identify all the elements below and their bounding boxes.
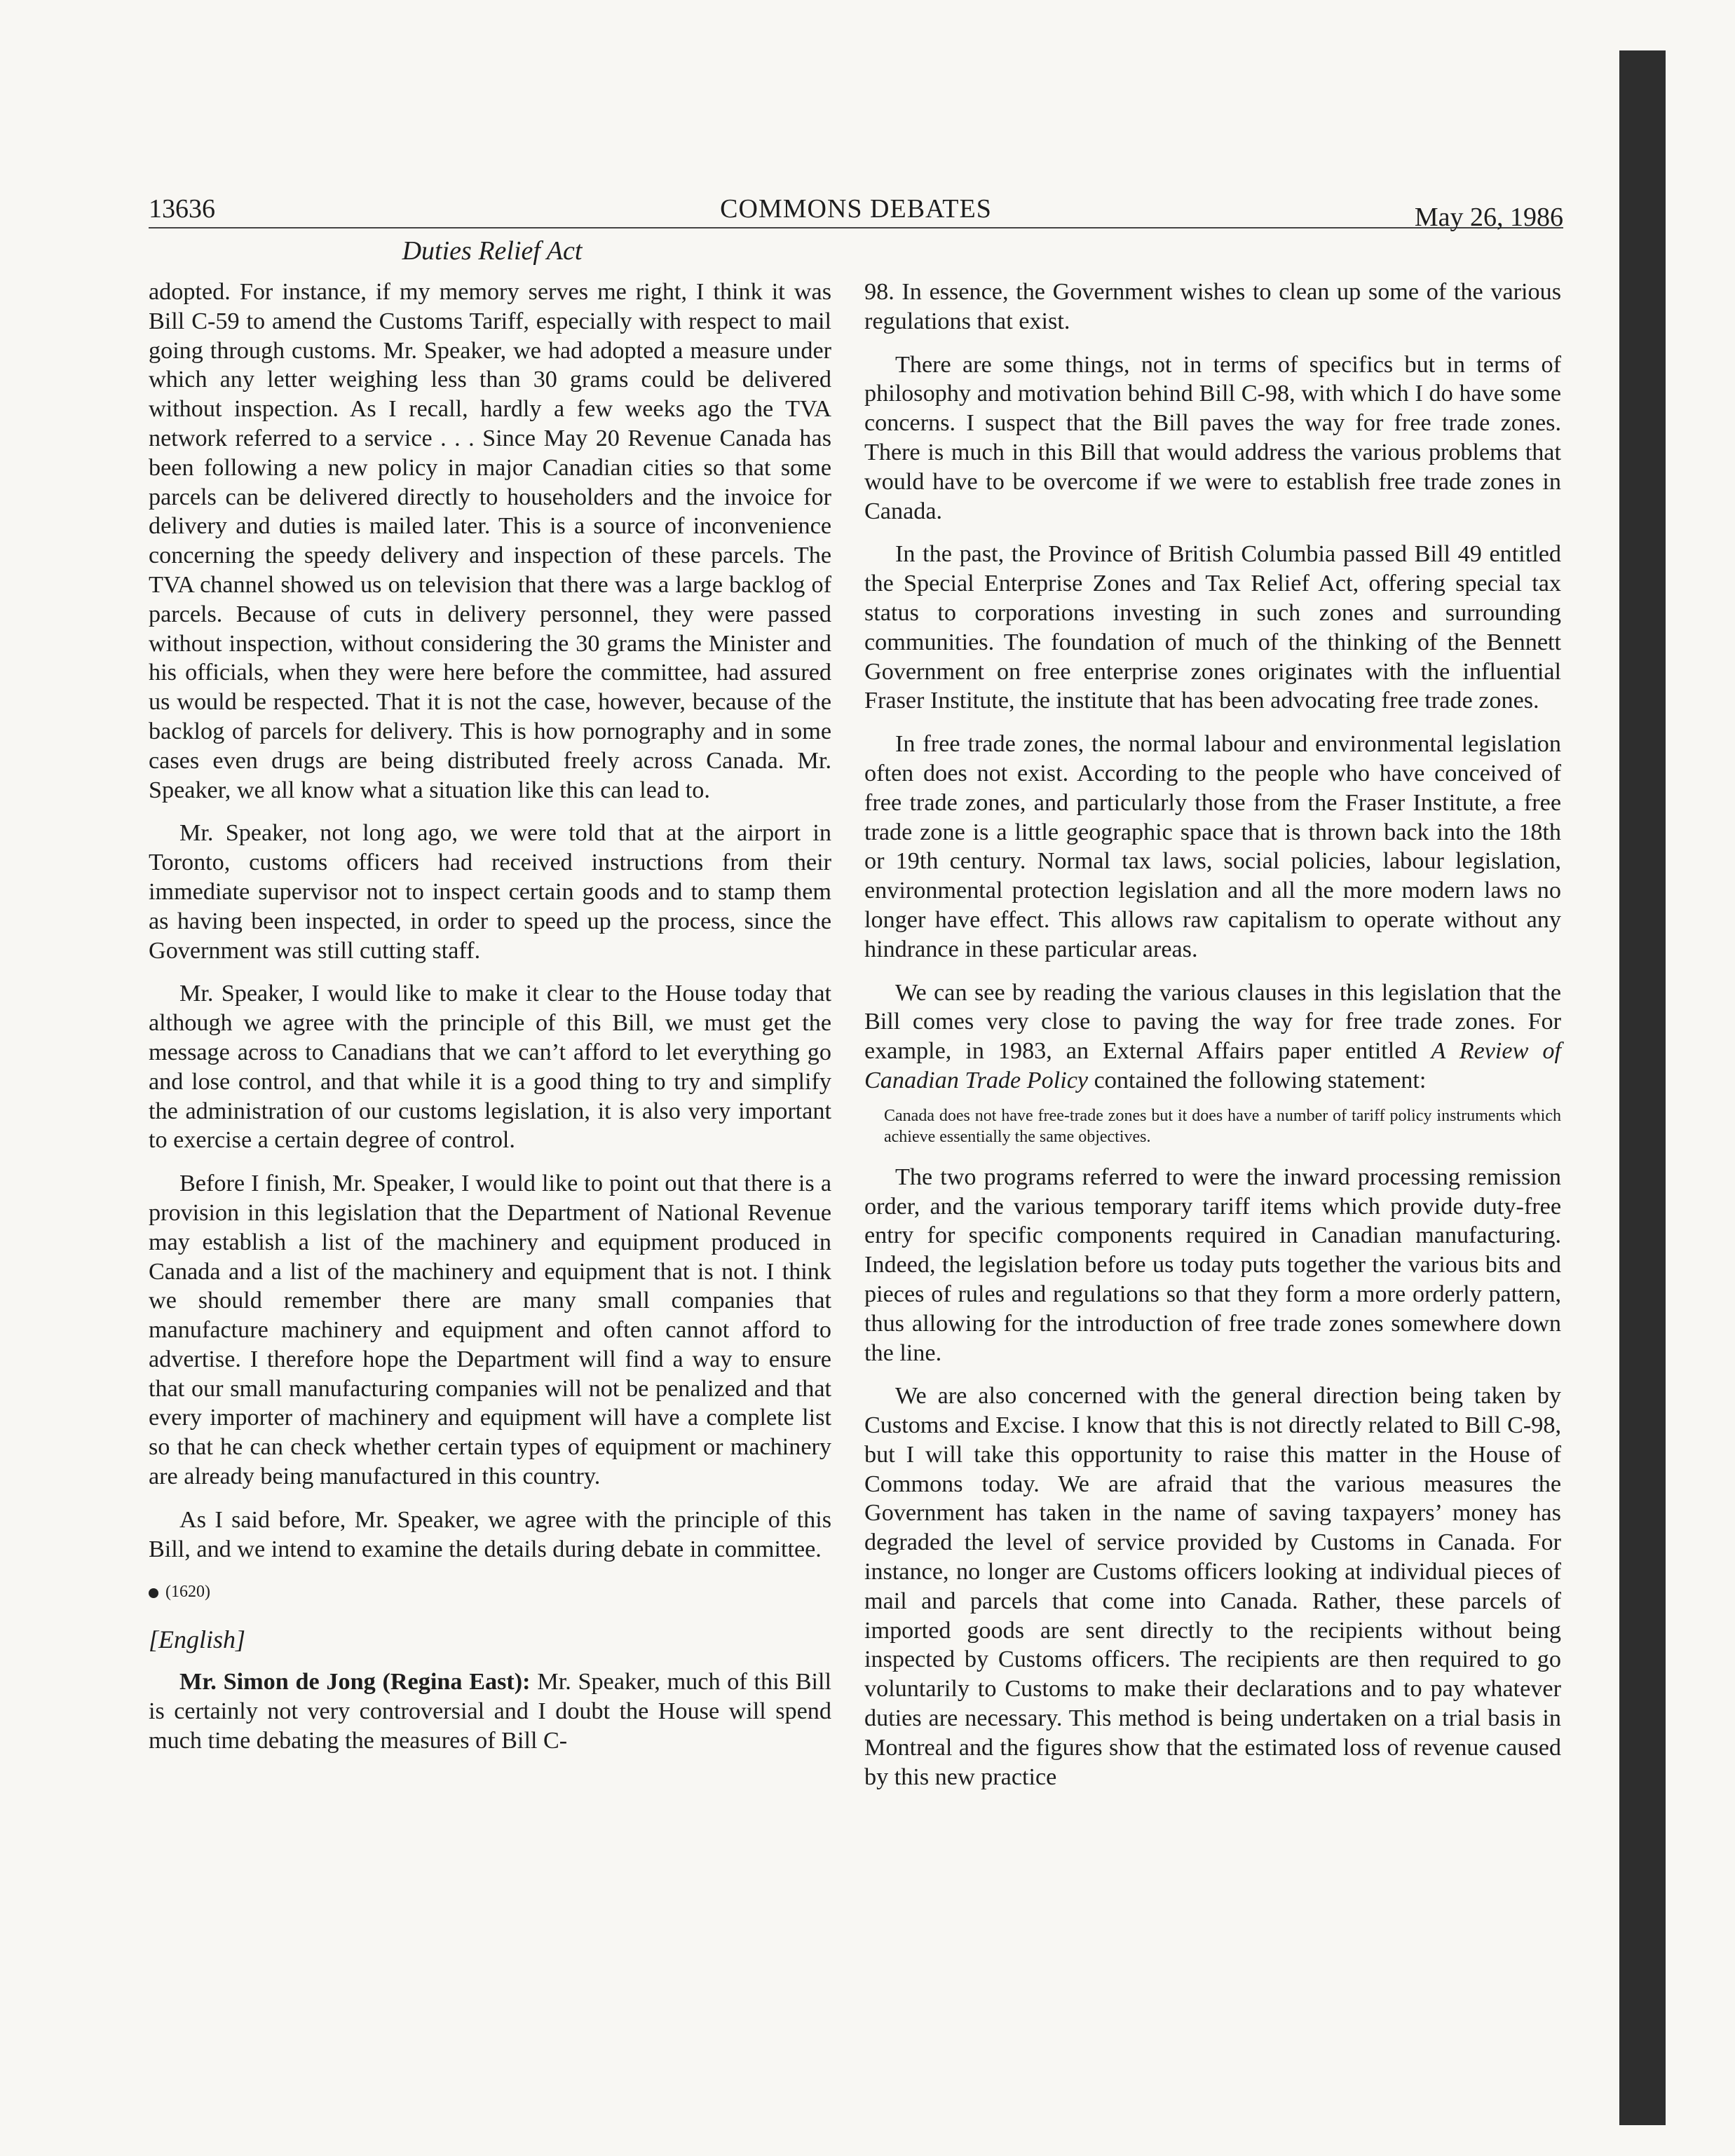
speaker-name: Mr. Simon de Jong (Regina East):	[179, 1669, 531, 1696]
running-head: Duties Relief Act	[402, 236, 583, 266]
scan-edge-band	[1619, 50, 1666, 2125]
timestamp-marker	[149, 1578, 831, 1607]
right-column	[864, 278, 1561, 1806]
paragraph	[864, 978, 1561, 1096]
paragraph: 98. In essence, the Government wishes to clean up some of the various regulations that exist.	[864, 279, 1561, 334]
paragraph: As I said before, Mr. Speaker, we agree with the principle of this Bill, and we intend to examine the details during debate in committee.	[149, 1506, 831, 1562]
paragraph: Mr. Speaker, not long ago, we were told that at the airport in Toronto, customs officers had received instructions from their immediate supervisor not to inspect certain goods and to stamp them as having been inspected, in order to speed up the process, since the Government was still cutting staff.	[149, 820, 831, 964]
paragraph: There are some things, not in terms of specifics but in terms of philosophy and motivation behind Bill C-98, with which I do have some concerns. I suspect that the Bill paves the way for free trade zones. There is much in this Bill that would address the various problems that would have to be overcome if we were to establish free trade zones in Canada.	[864, 351, 1561, 524]
page-header	[149, 188, 1563, 232]
cited-title: A Review of Canadian Trade Policy	[864, 1038, 1561, 1093]
paragraph: The two programs referred to were the inward processing remission order, and the various temporary tariff items which provide duty-free entry for specific components required in Canadian manufacturing. Indeed, the legislation before us today puts together the various bits and pieces of rules and regulations so that they form a more orderly pattern, thus allowing for the introduction of free trade zones somewhere down the line.	[864, 1164, 1561, 1366]
bullet-icon	[149, 1588, 158, 1598]
left-column	[149, 278, 831, 1769]
speaker-paragraph	[149, 1667, 831, 1755]
paragraph: Before I finish, Mr. Speaker, I would like to point out that there is a provision in this legislation that the Department of National Revenue may establish a list of the machinery and equipment produced in Canada and a list of the machinery and equipment that is not. I think we should remember there are many small companies that manufacture machinery and equipment and often cannot afford to advertise. I therefore hope the Department will find a way to ensure that our small manufacturing companies will not be penalized and that every importer of machinery and equipment will have a complete list so that he can check whether certain types of equipment or machinery are already being manufactured in this country.	[149, 1171, 831, 1490]
paragraph: In free trade zones, the normal labour and environmental legislation often does not exist. According to the people who have conceived of free trade zones, and particularly those from the Fraser Institute, a free trade zone is a little geographic space that is thrown back into the 18th or 19th century. Normal tax laws, social policies, labour legislation, environmental protection legislation and all the more modern laws no longer have effect. This allows raw capitalism to operate without any hindrance in these particular areas.	[864, 731, 1561, 962]
paragraph: In the past, the Province of British Columbia passed Bill 49 entitled the Special Enterprise Zones and Tax Relief Act, offering special tax status to corporations investing in such zones and surrounding communities. The foundation of much of the thinking of the Bennett Government on free enterprise zones originates with the influential Fraser Institute, the institute that has been advocating free trade zones.	[864, 541, 1561, 714]
issue-date: May 26, 1986	[1414, 203, 1563, 232]
language-marker: [English]	[149, 1625, 246, 1654]
paragraph-text: Mr. Speaker, much of this Bill is certainly not very controversial and I doubt the House will spend much time debating the measures of Bill C-	[149, 1669, 832, 1754]
timestamp: (1620)	[165, 1583, 210, 1602]
paragraph: adopted. For instance, if my memory serves me right, I think it was Bill C-59 to amend the Customs Tariff, especially with respect to mail going through customs. Mr. Speaker, we had adopted a measure under which any letter weighing less than 30 grams could be delivered without inspection. As I recall, hardly a few weeks ago the TVA network referred to a service . . . Since May 20 Revenue Canada has been following a new policy in major Canadian cities so that some parcels can be delivered directly to householders and the invoice for delivery and duties is mailed later. This is a source of inconvenience concerning the speedy delivery and inspection of these parcels. The TVA channel showed us on television that there was a large backlog of parcels. Because of cuts in delivery personnel, they were passed without inspection, without considering the 30 grams the Minister and his officials, when they were here before the committee, had assured us would be respected. That it is not the case, however, because of the backlog of parcels for delivery. This is how pornography and in some cases even drugs are being distributed freely across Canada. Mr. Speaker, we all know what a situation like this can lead to.	[149, 279, 831, 803]
paragraph-text: We can see by reading the various clauses in this legislation that the Bill comes very close to paving the way for free trade zones. For example, in 1983, an External Affairs paper entitled	[864, 979, 1561, 1065]
publication-title: COMMONS DEBATES	[720, 194, 992, 224]
page-number: 13636	[149, 194, 215, 224]
paragraph: We are also concerned with the general direction being taken by Customs and Excise. I know that this is not directly related to Bill C-98, but I will take this opportunity to raise this matter in the House of Commons today. We are afraid that the various measures the Government has taken in the name of saving taxpayers’ money has degraded the level of service provided by Customs in Canada. For instance, no longer are Customs officers looking at individual pieces of mail and parcels that come into Canada. Rather, these parcels of imported goods are sent directly to the recipients without being inspected by Customs officers. The recipients are then required to go voluntarily to Customs to make their declarations and to pay whatever duties are necessary. This method is being undertaken on a trial basis in Montreal and the figures show that the estimated loss of revenue caused by this new practice	[864, 1383, 1561, 1790]
paragraph: Mr. Speaker, I would like to make it clear to the House today that although we agree with the principle of this Bill, we must get the message across to Canadians that we can’t afford to let everything go and lose control, and that while it is a good thing to try and simplify the administration of our customs legislation, it is also very important to exercise a certain degree of control.	[149, 981, 831, 1154]
paragraph-text: contained the following statement:	[1088, 1067, 1427, 1093]
block-quote: Canada does not have free-trade zones but it does have a number of tariff policy instruments which achieve essentially the same objectives.	[884, 1106, 1561, 1146]
